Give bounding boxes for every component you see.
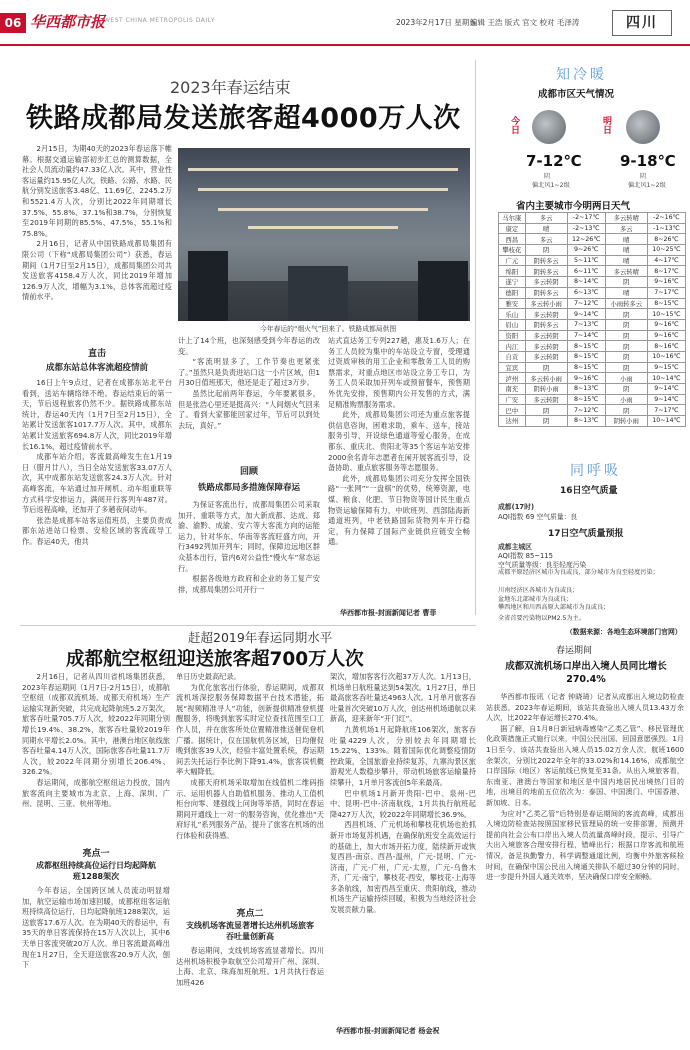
weather-cell: 多云转阴 [525, 351, 567, 362]
story2-col2a-p1: 单日历史最高纪录。 [176, 672, 241, 681]
story3-p2: 据了解，自1月8日新冠病毒感染“乙类乙管”、移民管理优化政策措施正式施行以来，中国公民出国、回国意愿强烈。1月1日至今，该站共查验出入境人员15.02万余人次，航班1600余架次，分别比2022年全年的33.02%和14.16%，成都航空口岸国际（地区）客运航线已恢复至31条。从出入境旅客看，东南亚、港澳台等国家和地区是中国内地居民出境热门目的地，出境目的地前五位依次为：泰国、中国澳门、中国香港、新加坡、日本。 [486, 723, 684, 807]
page-header [0, 0, 690, 46]
weather-cell: 9~16℃ [647, 319, 685, 330]
weather-cell: 8~17℃ [647, 266, 685, 277]
story3-p3: 为应对“乙类乙管”后特别是春运期间的客流高峰，成都出入境边防检查站按照国家移民管理局的统一安排部署，预测并提前向社会公布口岸出入境人员流量高峰时段，提示、引导广大出入境旅客合理安排行程，错峰出行；根据口岸客流和航班情况，备足执勤警力，科学调整通道比例，均衡中外旅客候检时间，在确保中国公民出入境通关排队不超过30分钟的同时，进一步提升外国人通关效率，坚决确保口岸安全顺畅。 [486, 808, 684, 882]
weather-cell: 阴 [605, 309, 647, 320]
weather-brand: 知冷暖 [556, 67, 607, 83]
air-forecast-line: 空气质量等级：良至轻度污染 [498, 561, 587, 569]
weather-cell: 7~14℃ [567, 330, 605, 341]
weather-cell: 绵阳 [499, 266, 526, 277]
weather-cell: 9~14℃ [647, 394, 685, 405]
weather-title: 成都市区天气情况 [538, 89, 615, 100]
weather-cell: 8~14℃ [567, 277, 605, 288]
weather-cell: 马尔康 [499, 213, 526, 224]
weather-cell: 10~14℃ [647, 416, 685, 427]
story2-col1b [22, 886, 170, 1044]
story2-col3 [330, 672, 476, 1022]
weather-cell: 10~16℃ [647, 351, 685, 362]
weather-cell: 8~16℃ [647, 341, 685, 352]
weather-cell: 8~13℃ [567, 416, 605, 427]
weather-cell: 阴 [525, 362, 567, 373]
story1-col1-p1: 16日上午9点过，记者在成都东站北平台看到，送站车辆络绎不绝。春运结束后的第一天，节后返程旅客仍然不少。据铁路成都东站统计，春运40天内（1月7日至2月15日），全站累计发送旅客1017.7万人次。其中，成都东站累计发送旅客694.8万人次，同比2019年增长16.1%，超过疫情前水平。 [22, 378, 172, 451]
story2-kicker: 赶超2019年春运同期水平 [188, 630, 333, 645]
weather-row [499, 384, 686, 395]
story2-col3-p3: 巴中机场1月新开贵阳-巴中、泉州-巴中、昆明-巴中-济南航线，1月共执行航班起降427万人次，较2022年同期增长36.9%。 [330, 788, 476, 819]
weather-cell: 阴 [525, 416, 567, 427]
weather-cell: 8~15℃ [647, 298, 685, 309]
story1-col1 [22, 378, 172, 616]
air-forecast-line: AQI指数 85~115 [498, 552, 553, 560]
weather-cell: 德阳 [499, 287, 526, 298]
weather-cell: 达州 [499, 416, 526, 427]
today-label: 今日 [509, 116, 519, 134]
weather-cell: 多云转阴 [525, 341, 567, 352]
weather-cell: 多云转晴 [605, 213, 647, 224]
weather-row [499, 266, 686, 277]
paper-english-name: WEST CHINA METROPOLIS DAILY [104, 17, 215, 24]
air-title2: 17日空气质量预报 [548, 529, 624, 539]
weather-cell: 6~11℃ [567, 266, 605, 277]
story1-sub2-title: 铁路成都局多措施保障春运 [197, 483, 300, 493]
tomorrow-temp: 9-18℃ [620, 152, 676, 170]
story3-body [486, 692, 684, 1042]
weather-cell: 阴 [525, 405, 567, 416]
issue-date: 2023年2月17日 星期五 [396, 18, 477, 27]
weather-cell: 8~13℃ [567, 384, 605, 395]
story1-col3-p3: 此外，成都局集团公司充分发挥全国铁路“一张网”“一盘棋”的优势，统筹资源，电煤、粮食、化肥、节日物资等国计民生重点物资运输保障有力，中欧班列、西部陆海新通道班列，中老铁路国际货物列车开行稳定，有力保障了国际产业链供应链安全畅通。 [328, 473, 470, 547]
story1-col2a [178, 336, 320, 464]
story2-col3-p4: 西昌机场、广元机场和攀枝花机场也抢抓新开市场复苏机遇，在确保航班安全高效运行的基础上，加大市场开拓力度，陆续新开或恢复西昌-南京、西昌-温州，广元-昆明、广元-济南，广元-广州，广元-太原，广元-乌鲁木齐，广元-南宁，攀枝花-西安，攀枝花-上海等多条航线，加密西昌至重庆、贵阳航线，推动机场生产运输持续回暖，积极为当地经济社会发展贡献力量。 [330, 820, 476, 915]
weather-row [499, 213, 686, 224]
air-line1: 成都(17时) [498, 503, 535, 511]
story1-sub1: 直击 [87, 349, 106, 359]
weather-cell: 9~16℃ [567, 373, 605, 384]
weather-cell: 多云转阴 [525, 277, 567, 288]
weather-row [499, 234, 686, 245]
city-weather-title: 省内主要城市今明两日天气 [516, 201, 631, 212]
weather-cell: 12~26℃ [567, 234, 605, 245]
weather-row [499, 309, 686, 320]
weather-row [499, 298, 686, 309]
weather-cell: 9~16℃ [647, 330, 685, 341]
weather-row [499, 255, 686, 266]
story1-col2a-p3: 虽然比起前两年春运，今年要累很多，但是张浩心里还是挺高兴：“人间烟火气回来了。看到大家都能回家过年，节后可以到处去玩，真好。” [178, 388, 320, 430]
air-source: （数据来源：各地生态环境部门官网） [566, 628, 682, 636]
weather-row [499, 362, 686, 373]
weather-cell: 晴 [605, 287, 647, 298]
weather-cell: -2~13℃ [567, 223, 605, 234]
weather-cell: 10~25℃ [647, 245, 685, 256]
weather-row [499, 351, 686, 362]
weather-cell: 9~15℃ [647, 362, 685, 373]
weather-cell: 5~11℃ [567, 255, 605, 266]
weather-cell: 阴 [605, 362, 647, 373]
air-brand: 同呼吸 [570, 463, 621, 479]
story1-col2b-p2: 根据各级地方政府和企业的务工复产安排，成都局集团公司开行一 [178, 574, 320, 594]
story2-col3-p1: 架次，增加客客行次超37万人次。1月13日，机场单日航班量达到54架次。1月27日，单日最高旅客吞吐量达4963人次。1月单月旅客吞吐量首次突破10万人次，创达州机场通航以来新高，迎来新年“开门红”。 [330, 672, 476, 724]
weather-cell: 晴 [605, 255, 647, 266]
story1-kicker: 2023年春运结束 [170, 78, 291, 97]
weather-cell: 阴 [525, 245, 567, 256]
story1-lead [22, 144, 172, 344]
story2-col3-p2: 九黄机场1月起降航班106架次，旅客吞吐量4229人次，分别较去年同期增长15.22%、133%。随着国际优化调整疫情防控政策，全国旅游业持续复苏，九寨沟景区旅游观光人数稳步攀升，带动机场旅客运输量持续攀升，1月单月客流创5年来最高。 [330, 724, 476, 787]
weather-cell: 自贡 [499, 351, 526, 362]
weather-cell: 阴 [605, 319, 647, 330]
story1-sub2: 回顾 [239, 467, 258, 477]
weather-cell: 10~15℃ [647, 309, 685, 320]
weather-cell: 南充 [499, 384, 526, 395]
story2-sub1-title: 成都枢纽持续高位运行日均起降航班1288架次 [36, 861, 156, 881]
weather-cell: 攀枝花 [499, 245, 526, 256]
weather-panel [488, 100, 684, 198]
weather-row [499, 319, 686, 330]
photo-caption: 今年春运的“烟火气”回来了。铁路成都局供图 [260, 325, 397, 333]
story1-col2b [178, 500, 320, 616]
moon-icon [626, 110, 660, 144]
story1-col3 [328, 336, 470, 606]
weather-cell: 多云转阴 [525, 330, 567, 341]
editor-credits: 编辑 王浩 版式 官文 校对 毛泽涛 [470, 18, 580, 27]
weather-cell: 阴转多云 [525, 287, 567, 298]
weather-cell: 6~13℃ [567, 287, 605, 298]
today-wind: 偏北风1~2级 [532, 182, 570, 189]
weather-row [499, 223, 686, 234]
story2-col2a-p3: 成都天府机场采取增加在线值机二维码指示、运用机器人自助值机服务、推动人工值机柜台向零、建强线上问询等举措，同时在春运期间开通线上一对一的服务咨询，优化推出“天府好礼”系列服务产品，提升了旅客在机场的出行体验和获得感。 [176, 777, 324, 840]
story2-col2a [176, 672, 324, 904]
weather-cell: 遂宁 [499, 277, 526, 288]
story3-p1: 华西都市报讯（记者 钟晓琦）记者从成都出入境边防检查站获悉，2023年春运期间，该站共查验出入境人员13.43万余人次，比2022年春运增长270.4%。 [486, 692, 684, 723]
weather-cell: 乐山 [499, 309, 526, 320]
weather-cell: 资阳 [499, 330, 526, 341]
today-desc: 阴 [544, 173, 551, 180]
weather-cell: 晴 [525, 223, 567, 234]
weather-cell: -1~13℃ [647, 223, 685, 234]
tomorrow-desc: 阴 [640, 173, 647, 180]
weather-cell: 多云转阴 [525, 309, 567, 320]
weather-cell: 阴 [605, 405, 647, 416]
story-separator [20, 625, 476, 626]
story1-col1-p3: 张浩是成都车站客运值班员，主要负责成都东站进站口检票、安检区域的客流疏导工作。春运40天，他共 [22, 515, 172, 546]
story1-headline: 铁路成都局发送旅客超4000万人次 [26, 103, 461, 134]
story2-col1-p1: 2月16日，记者从四川省机场集团获悉，2023年春运期间（1月7日-2月15日），成都航空枢纽（成都双流机场、成都天府机场）生产运输实现新突破，共完成起降航班5.2万架次，旅客吞吐量705.7万人次，较2022年同期分别增长19.4%、38.2%，旅客吞吐量较2019年同期水平增长2.0%。其中，港澳台地区航线旅客吞吐量4.14万人次，国际旅客吞吐量11.7万人次，较2022年同期分别增长206.4%、326.2%。 [22, 672, 170, 777]
weather-cell: 西昌 [499, 234, 526, 245]
weather-cell: 8~15℃ [567, 351, 605, 362]
weather-row [499, 245, 686, 256]
story1-sub1-title: 成都东站总体客流超疫情前 [45, 363, 148, 373]
story2-col2a-p2: 为优化旅客出行体验，春运期间，成都双流机场深挖服务保障数据平台技术潜能，拓展“视频精准寻人”功能，创新提供精准登机提醒服务，将晚到旅客实时定位查找范围至口工作人员，并在旅客所处位置精准推送催促登机广播。据统计，仅在国航机务区域，日均催促晚到旅客39人次，经验丰富处置系统，春运期间丢失托运行李比例下降91.4%，旅客误机概率大幅降低。 [176, 682, 324, 777]
weather-cell: 眉山 [499, 319, 526, 330]
weather-cell: 广安 [499, 394, 526, 405]
story1-col2a-p2: “客流明显多了，工作节奏也更紧张了。”虽然只是负责进站口这一小片区域，但1月30日值班那天，他还是走了超过3万步。 [178, 357, 320, 388]
weather-cell: 多云 [525, 213, 567, 224]
weather-cell: 8~15℃ [567, 362, 605, 373]
weather-cell: 多云 [605, 223, 647, 234]
weather-cell: 多云转小雨 [525, 373, 567, 384]
section-name: 四川 [612, 10, 672, 36]
story2-col1b-p1: 今年春运，全国跨区域人员流动明显增加，航空运输市场加速回暖，成都枢纽客运航班持续高位运行，日均起降航班1288架次，运送旅客17.6万人次。在为期40天的春运中，有35天的单日客流保持在15万人次以上，其中6天单日客流突破20万人次。单日客流最高峰出现在1月27日，全天迎送旅客20.9万人次，刨下 [22, 886, 170, 970]
weather-cell: 7~17℃ [647, 287, 685, 298]
weather-cell: 阴 [605, 330, 647, 341]
air-forecast-line: 盆地东北部城市为良或良； [498, 596, 573, 603]
story1-byline: 华西都市报-封面新闻记者 曹菲 [340, 609, 437, 617]
air-title1: 16日空气质量 [560, 486, 618, 496]
story3-kicker: 春运期间 [556, 646, 593, 656]
weather-row [499, 394, 686, 405]
weather-cell: 7~12℃ [567, 298, 605, 309]
story2-headline: 成都航空枢纽迎送旅客超700万人次 [66, 649, 364, 670]
story2-byline: 华西都市报-封面新闻记者 杨金祝 [336, 1027, 440, 1035]
weather-cell: 阴转多云 [525, 319, 567, 330]
story2-sub1: 亮点一 [82, 849, 110, 859]
weather-cell: 阴转多云 [525, 266, 567, 277]
story2-col1-p2: 春运期间，成都航空枢纽运力投放，国内旅客流向主要城市为北京、上海、深圳、广州、昆明、三亚、杭州等地。 [22, 777, 170, 809]
weather-cell: 8~15℃ [567, 394, 605, 405]
weather-cell: 内江 [499, 341, 526, 352]
page-number: 06 [0, 13, 26, 33]
weather-cell: 4~17℃ [647, 255, 685, 266]
weather-cell: 9~14℃ [567, 309, 605, 320]
air-forecast-line: 成都主城区 [498, 543, 532, 551]
weather-cell: 7~13℃ [567, 319, 605, 330]
weather-cell: 广元 [499, 255, 526, 266]
weather-cell: 小雨 [605, 394, 647, 405]
weather-cell: 宜宾 [499, 362, 526, 373]
weather-cell: 阴转小雨 [605, 416, 647, 427]
air-forecast-line: 攀西地区和川西高原大部城市为良或良； [498, 604, 610, 611]
story1-col3-p2: 此外，成都局集团公司还为重点旅客提供信息咨询，困难求助，乘车、送车，接站服务引导，开设绿色通道等爱心服务，在成都东、重庆北、贵阳北等35个客运车站安排2000余名青年志愿者在闲开展客流引导，设备协助、重点旅客服务等志愿服务。 [328, 410, 470, 473]
weather-cell: 7~17℃ [647, 405, 685, 416]
weather-cell: 阴 [605, 384, 647, 395]
moon-icon [532, 110, 566, 144]
story1-lead-p2: 2月16日，记者从中国铁路成都局集团有限公司（下称“成都局集团公司”）获悉，春运期间（1月7日至2月15日），成都局集团公司共发送旅客4158.4万人次，同比2019年增加126.9万人次，增幅为3.1%，总体客流超过疫情前水平。 [22, 239, 172, 302]
story2-sub2-title: 支线机场客流显著增长达州机场旅客吞吐量创新高 [186, 921, 314, 941]
weather-cell: 阴 [605, 341, 647, 352]
weather-row [499, 416, 686, 427]
weather-cell: 阴 [605, 351, 647, 362]
air-line2: AQI指数 69 空气质量：良 [498, 513, 578, 521]
weather-cell: 阴 [605, 277, 647, 288]
air-forecast-line: 成都平原经济区城市为良或良，部分城市为良至轻度污染； [498, 569, 659, 576]
header-rule [0, 44, 690, 46]
tomorrow-wind: 偏北风1~2级 [628, 182, 666, 189]
weather-cell: 多云转阴 [525, 394, 567, 405]
story2-col2b [176, 946, 324, 1044]
story3-headline: 成都双流机场口岸出入境人员同比增长270.4% [505, 661, 667, 685]
city-weather-table [498, 212, 686, 427]
story1-col3-p1: 站式直达务工专列227趟，惠及1.6万人；在务工人员较为集中的车站设立专窗，受理通过资质审核的用工企业和零散务工人员的购票需求，对重点地区市站设立务工专口，为务工人员采取加开列车或预留餐车，预售期外优先安排，预售期内公开发售的方式，满足精准购票服务需求。 [328, 336, 470, 409]
story1-col1-p2: 成都车站介绍，客流最高峰发生在1月19日（腊月廿八），当日全站发送旅客33.07万人次，其中成都东站发送旅客24.3万人次。针对高峰客流，车站通过加开闸机、动车组重联等方式科学安排运力，满阅开行客列车487对。节后返程高峰，还加开了多趟夜间动车。 [22, 452, 172, 515]
weather-cell: 7~12℃ [567, 405, 605, 416]
weather-cell: 9~14℃ [647, 384, 685, 395]
weather-cell: 晴 [605, 245, 647, 256]
air-forecast-line: 全省首要污染物以PM2.5为主。 [498, 615, 585, 622]
weather-cell: -2~17℃ [567, 213, 605, 224]
weather-cell: 小雨 [605, 373, 647, 384]
weather-cell: 康定 [499, 223, 526, 234]
station-photo [178, 148, 470, 321]
weather-cell: 多云转小雨 [525, 298, 567, 309]
weather-cell: 晴 [605, 234, 647, 245]
weather-cell: 阴转小雨 [525, 384, 567, 395]
weather-cell: -2~16℃ [647, 213, 685, 224]
weather-row [499, 341, 686, 352]
weather-cell: 雅安 [499, 298, 526, 309]
weather-cell: 泸州 [499, 373, 526, 384]
story1-lead-p1: 2月15日，为期40天的2023年春运落下帷幕。根据交通运输部初步汇总的测算数据，全社会人员流动量约47.33亿人次。其中，营业性客运量约15.95亿人次，铁路、公路、水路、民航分别发送旅客3.48亿、11.69亿、2245.2万和5521.4万人次，分别比2022年同期增长37.5%、55.8%、37.1%和38.7%，分别恢复至2019年同期的85.5%、47.5%、55.1%和75.8%。 [22, 144, 172, 238]
story2-col2b-p1: 春运期间，支线机场客流显著增长。四川达州机场积极争取航空公司增开广州、深圳、上海、北京、珠海加班航班。1月共执行春运加班426 [176, 946, 324, 987]
weather-row [499, 405, 686, 416]
weather-row [499, 287, 686, 298]
weather-cell: 8~26℃ [647, 234, 685, 245]
weather-cell: 多云转晴 [605, 266, 647, 277]
story1-col2a-p1: 计上了14个班，也深刻感受到今年春运的改变。 [178, 336, 320, 356]
weather-cell: 10~14℃ [647, 373, 685, 384]
weather-cell: 9~26℃ [567, 245, 605, 256]
air-forecast-line: 川南经济区各城市为良或良； [498, 587, 579, 594]
weather-cell: 9~16℃ [647, 277, 685, 288]
story1-col2b-p1: 为保证客流出行，成都局集团公司采取加开、重联等方式，加大新成都、达成、郑渝、渝黔、成渝、安六等大客流方向的运能运力，针对华东、华南等客流旺盛方向，开行3492列加开列车；同时，保障边远地区群众基本出行，管内6对公益性“慢火车”常态运行。 [178, 500, 320, 573]
weather-row [499, 330, 686, 341]
weather-cell: 巴中 [499, 405, 526, 416]
story2-sub2: 亮点二 [236, 909, 264, 919]
tomorrow-label: 明日 [601, 116, 611, 134]
weather-cell: 小雨转多云 [605, 298, 647, 309]
today-temp: 7-12℃ [526, 152, 582, 170]
weather-cell: 8~15℃ [567, 341, 605, 352]
weather-cell: 多云 [525, 234, 567, 245]
paper-name: 华西都市报 [30, 13, 106, 31]
weather-row [499, 373, 686, 384]
story2-col1 [22, 672, 170, 842]
weather-row [499, 277, 686, 288]
weather-cell: 阴转多云 [525, 255, 567, 266]
column-divider [475, 60, 476, 615]
